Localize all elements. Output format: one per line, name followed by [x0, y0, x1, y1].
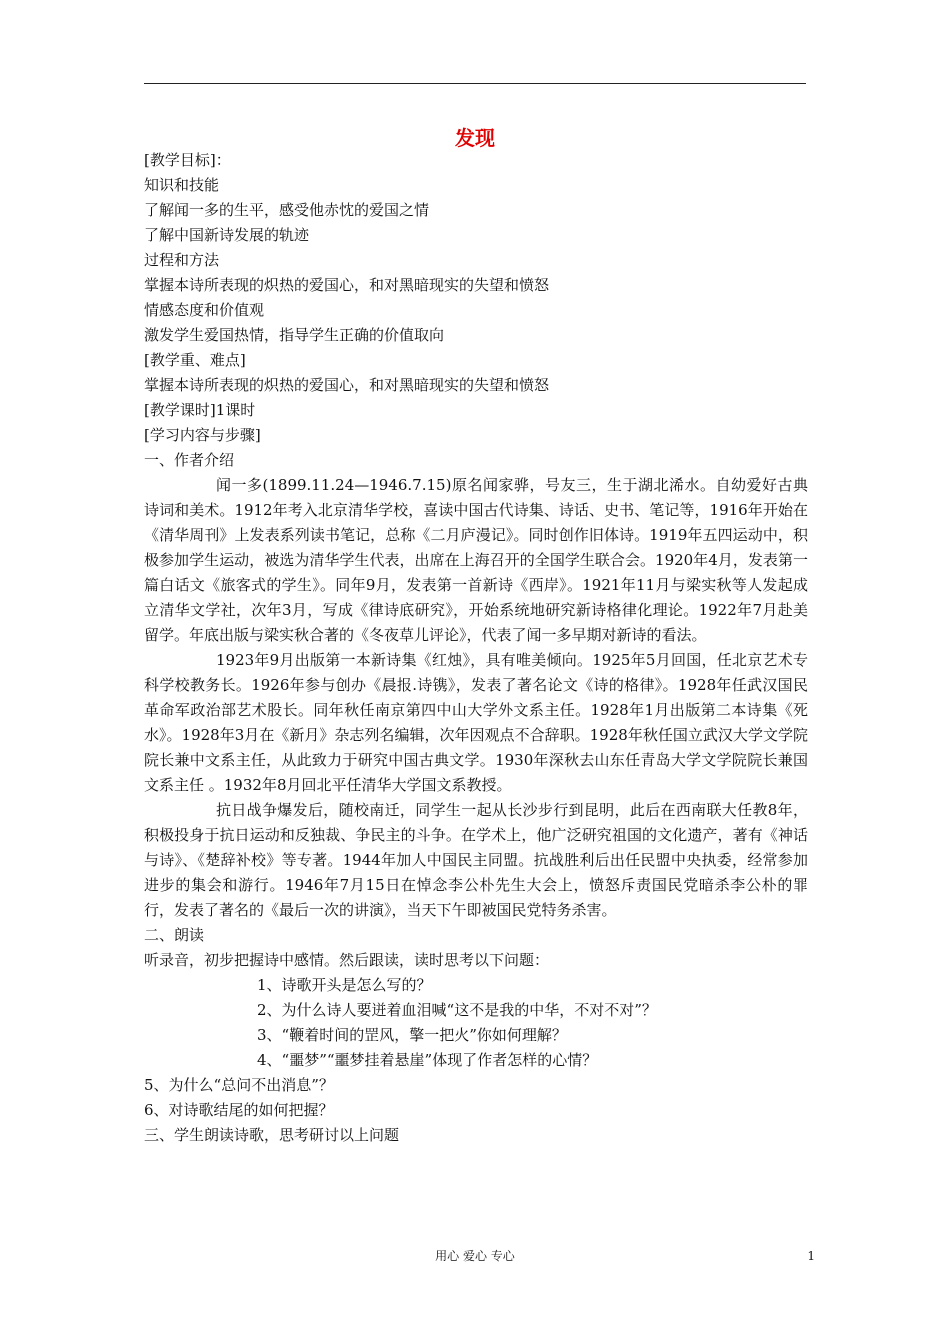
objective-line: 了解闻一多的生平，感受他赤忱的爱国之情	[144, 201, 430, 219]
header-rule	[144, 83, 806, 84]
author-bio-paragraph: 抗日战争爆发后，随校南迁，同学生一起从长沙步行到昆明，此后在西南联大任教8年，积极投身于抗日运动和反独裁、争民主的斗争。在学术上，他广泛研究祖国的文化遗产，著有《神话与诗》、《楚辞补校》等专著。1944年加人中国民主同盟。抗战胜利后出任民盟中央执委，经常参加进步的集会和游行。1946年7月15日在悼念李公朴先生大会上，愤怒斥责国民党暗杀李公朴的罪行，发表了著名的《最后一次的讲演》，当天下午即被国民党特务杀害。	[144, 801, 808, 919]
question-item: 4、“噩梦”“噩梦挂着悬崖”体现了作者怎样的心情？	[257, 1051, 598, 1069]
question-item: 5、为什么“总问不出消息”？	[144, 1076, 334, 1094]
objective-line: 掌握本诗所表现的炽热的爱国心，和对黑暗现实的失望和愤怒	[144, 276, 550, 294]
question-item: 6、对诗歌结尾的如何把握？	[144, 1101, 334, 1119]
attitude-values-heading: 情感态度和价值观	[144, 301, 265, 319]
key-points-heading: [教学重、难点]	[144, 351, 246, 369]
section-2-intro: 听录音，初步把握诗中感情。然后跟读，读时思考以下问题：	[144, 951, 550, 969]
question-item: 2、为什么诗人要迸着血泪喊“这不是我的中华，不对不对”？	[257, 1001, 657, 1019]
class-hours-line: [教学课时]1课时	[144, 401, 256, 419]
process-method-heading: 过程和方法	[144, 251, 220, 269]
section-3-heading: 三、学生朗读诗歌，思考研讨以上问题	[144, 1126, 400, 1144]
question-item: 3、“鞭着时间的罡风，擎一把火”你如何理解？	[257, 1026, 567, 1044]
objective-line: 了解中国新诗发展的轨迹	[144, 226, 310, 244]
document-body	[144, 148, 808, 1148]
author-bio-paragraph: 闻一多(1899.11.24—1946.7.15)原名闻家骅，号友三，生于湖北浠水。自幼爱好古典诗词和美术。1912年考入北京清华学校，喜读中国古代诗集、诗话、史书、笔记等，1916年开始在《清华周刊》上发表系列读书笔记，总称《二月庐漫记》。同时创作旧体诗。1919年五四运动中，积极参加学生运动，被选为清华学生代表，出席在上海召开的全国学生联合会。1920年4月，发表第一篇白话文《旅客式的学生》。同年9月，发表第一首新诗《西岸》。1921年11月与梁实秋等人发起成立清华文学社，次年3月，写成《律诗底研究》，开始系统地研究新诗格律化理论。1922年7月赴美留学。年底出版与梁实秋合著的《冬夜草儿评论》，代表了闻一多早期对新诗的看法。	[144, 476, 808, 644]
objectives-heading: [教学目标]：	[144, 151, 231, 169]
document-title: 发现	[455, 126, 495, 150]
knowledge-skills-heading: 知识和技能	[144, 176, 220, 194]
objective-line: 激发学生爱国热情，指导学生正确的价值取向	[144, 326, 445, 344]
author-bio-paragraph: 1923年9月出版第一本新诗集《红烛》，具有唯美倾向。1925年5月回国，任北京艺术专科学校教务长。1926年参与创办《晨报.诗镌》，发表了著名论文《诗的格律》。1928年任武汉国民革命军政治部艺术股长。同年秋任南京第四中山大学外文系主任。1928年1月出版第二本诗集《死水》。1928年3月在《新月》杂志列名编辑，次年因观点不合辞职。1928年秋任国立武汉大学文学院院长兼中文系主任，从此致力于研究中国古典文学。1930年深秋去山东任青岛大学文学院院长兼国文系主任 。1932年8月回北平任清华大学国文系教授。	[144, 651, 808, 794]
footer-motto: 用心 爱心 专心	[435, 1249, 515, 1263]
section-2-heading: 二、朗读	[144, 926, 205, 944]
page-number: 1	[807, 1249, 815, 1263]
key-point-line: 掌握本诗所表现的炽热的爱国心，和对黑暗现实的失望和愤怒	[144, 376, 550, 394]
question-item: 1、诗歌开头是怎么写的？	[257, 976, 432, 994]
section-1-heading: 一、作者介绍	[144, 451, 235, 469]
steps-heading: [学习内容与步骤]	[144, 426, 261, 444]
